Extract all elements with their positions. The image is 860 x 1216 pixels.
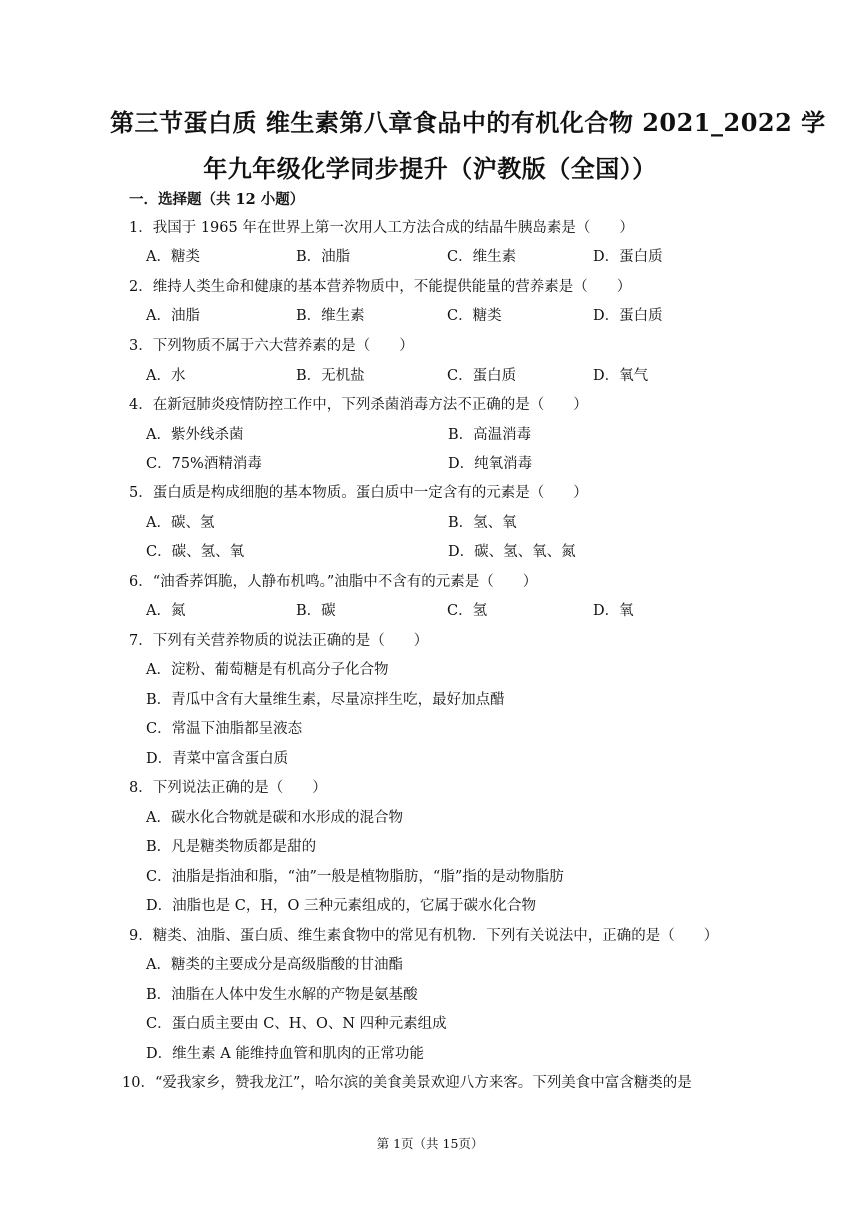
- question-7-stem: 7．下列有关营养物质的说法正确的是（ ）: [129, 633, 429, 649]
- question-10-stem: 10．“爱我家乡，赞我龙江”，哈尔滨的美食美景欢迎八方来客。下列美食中富含糖类的是: [122, 1075, 692, 1091]
- question-4-option-d: D．纯氧消毒: [448, 456, 533, 472]
- question-8-option-c: C．油脂是指油和脂，“油”一般是植物脂肪，“脂”指的是动物脂肪: [146, 869, 564, 885]
- question-7-option-c: C．常温下油脂都呈液态: [146, 721, 303, 737]
- question-7-option-b: B．青瓜中含有大量维生素，尽量凉拌生吃，最好加点醋: [146, 692, 505, 708]
- question-8-option-d: D．油脂也是 C，H，O 三种元素组成的，它属于碳水化合物: [146, 898, 536, 914]
- question-4-option-a: A．紫外线杀菌: [146, 427, 244, 443]
- question-5-option-d: D．碳、氢、氧、氮: [448, 544, 576, 560]
- question-4-option-c: C．75%酒精消毒: [146, 456, 262, 472]
- question-1-option-c: C．维生素: [447, 249, 517, 265]
- question-5-option-c: C．碳、氢、氧: [146, 544, 245, 560]
- question-7-option-a: A．淀粉、葡萄糖是有机高分子化合物: [146, 662, 389, 678]
- question-6-option-b: B．碳: [296, 603, 336, 619]
- question-4-option-b: B．高温消毒: [448, 427, 532, 443]
- question-5-option-b: B．氢、氧: [448, 515, 517, 531]
- question-6-option-a: A．氮: [146, 603, 186, 619]
- document-title-line-1: 第三节蛋白质 维生素第八章食品中的有机化合物 2021_2022 学: [110, 108, 826, 137]
- question-1-option-d: D．蛋白质: [593, 249, 663, 265]
- question-9-stem: 9．糖类、油脂、蛋白质、维生素食物中的常见有机物．下列有关说法中，正确的是（ ）: [129, 928, 719, 944]
- question-3-option-c: C．蛋白质: [447, 368, 517, 384]
- question-3-option-a: A．水: [146, 368, 186, 384]
- section-heading: 一．选择题（共 12 小题）: [129, 191, 305, 208]
- question-8-stem: 8．下列说法正确的是（ ）: [129, 780, 327, 796]
- document-title-line-2: 年九年级化学同步提升（沪教版（全国））: [203, 154, 657, 183]
- question-8-option-a: A．碳水化合物就是碳和水形成的混合物: [146, 810, 403, 826]
- question-5-stem: 5．蛋白质是构成细胞的基本物质。蛋白质中一定含有的元素是（ ）: [129, 485, 588, 501]
- question-2-option-d: D．蛋白质: [593, 308, 663, 324]
- question-6-option-d: D．氧: [593, 603, 634, 619]
- question-4-stem: 4．在新冠肺炎疫情防控工作中，下列杀菌消毒方法不正确的是（ ）: [129, 397, 588, 413]
- question-1-option-b: B．油脂: [296, 249, 351, 265]
- question-3-option-b: B．无机盐: [296, 368, 365, 384]
- question-8-option-b: B．凡是糖类物质都是甜的: [146, 839, 317, 855]
- question-2-option-c: C．糖类: [447, 308, 502, 324]
- question-9-option-a: A．糖类的主要成分是高级脂酸的甘油酯: [146, 957, 403, 973]
- question-3-stem: 3．下列物质不属于六大营养素的是（ ）: [129, 338, 414, 354]
- question-7-option-d: D．青菜中富含蛋白质: [146, 751, 289, 767]
- question-5-option-a: A．碳、氢: [146, 515, 215, 531]
- question-6-option-c: C．氢: [447, 603, 488, 619]
- question-2-option-b: B．维生素: [296, 308, 365, 324]
- question-2-option-a: A．油脂: [146, 308, 200, 324]
- question-1-option-a: A．糖类: [146, 249, 200, 265]
- page-footer: 第 1页（共 15页）: [376, 1136, 484, 1151]
- question-2-stem: 2．维持人类生命和健康的基本营养物质中，不能提供能量的营养素是（ ）: [129, 279, 632, 295]
- question-9-option-b: B．油脂在人体中发生水解的产物是氨基酸: [146, 987, 418, 1003]
- question-3-option-d: D．氧气: [593, 368, 649, 384]
- question-6-stem: 6．“油香荞饵脆，人静布机鸣。”油脂中不含有的元素是（ ）: [129, 574, 538, 590]
- question-9-option-c: C．蛋白质主要由 C、H、O、N 四种元素组成: [146, 1016, 447, 1032]
- question-9-option-d: D．维生素 A 能维持血管和肌肉的正常功能: [146, 1046, 424, 1062]
- question-1-stem: 1．我国于 1965 年在世界上第一次用人工方法合成的结晶牛胰岛素是（ ）: [129, 220, 634, 236]
